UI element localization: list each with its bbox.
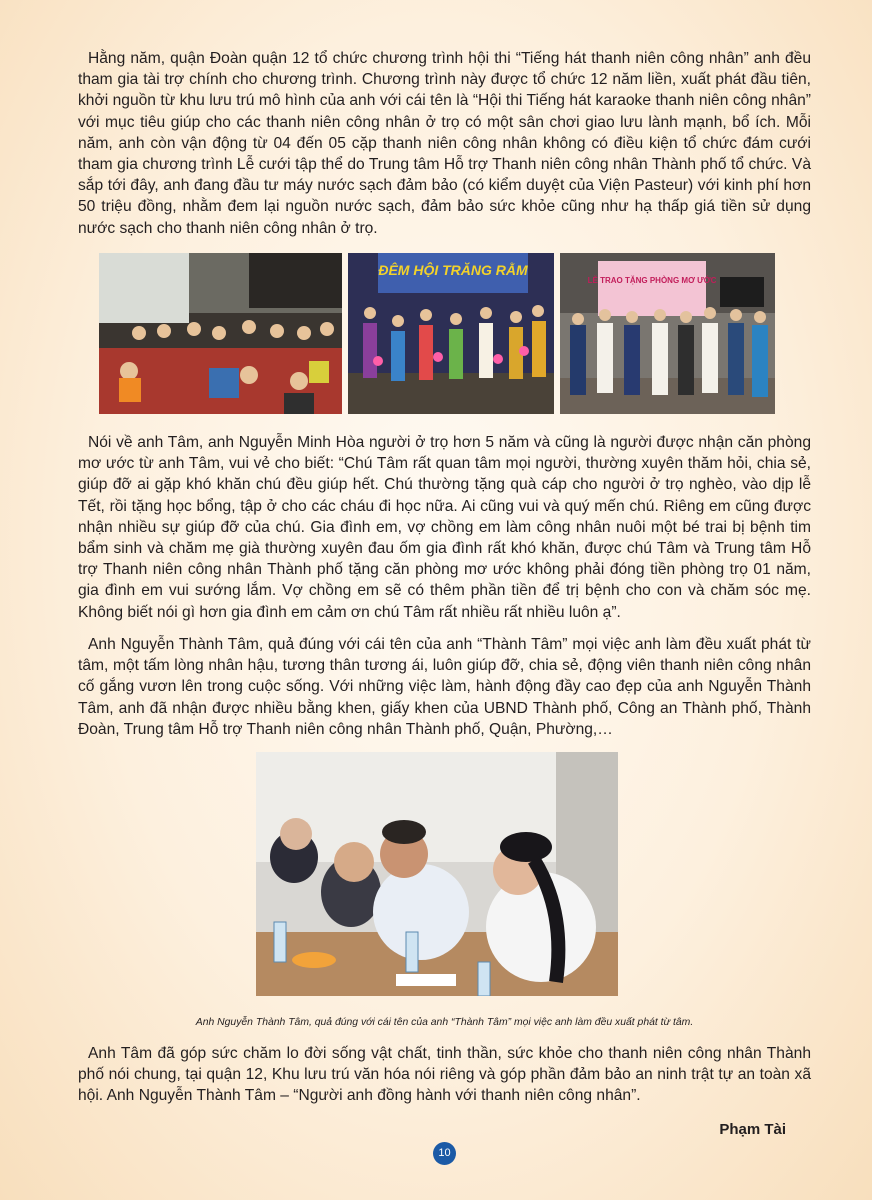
photo-children-gathering <box>99 253 342 414</box>
paragraph-testimonial: Nói về anh Tâm, anh Nguyễn Minh Hòa người ở trọ hơn 5 năm và cũng là người được nhận căn phòng mơ ước từ anh Tâm, vui vẻ cho biết: “Chú Tâm rất quan tâm mọi người, thường xuyên thăm hỏi, chia sẻ, giúp đỡ ai gặp khó khăn chú đều giúp hết. Chú thường tặng quà cáp cho người ở trọ nghèo, vào dịp lễ Tết, rồi tặng học bổng, tập ở cho các cháu đi học nữa. Ai cũng vui và quý mến chú. Riêng em cũng được nhận nhiều sự giúp đỡ của chú. Gia đình em, vợ chồng em làm công nhân nuôi một bé trai bị bệnh tim bẩm sinh và chăm mẹ già thường xuyên đau ốm gia đình rất khó khăn, được chú Tâm và Trung tâm Hỗ trợ Thanh niên công nhân Thành phố tặng căn phòng mơ ước không phải đóng tiền phòng trọ 01 năm, gia đình em vui sướng lắm. Vợ chồng em sẽ có thêm phần tiền để trị bệnh cho con và chăm sóc mẹ. Không biết nói gì hơn gia đình em cảm ơn chú Tâm rất nhiều rất nhiều luôn ạ”. <box>78 434 811 621</box>
paragraph-sponsorship: Hằng năm, quận Đoàn quận 12 tổ chức chương trình hội thi “Tiếng hát thanh niên công nhân” anh đều tham gia tài trợ chính cho chương trình. Chương trình này được tổ chức 12 năm liền, xuất phát đầu tiên, khởi nguồn từ khu lưu trú mô hình của anh với cái tên là “Hội thi Tiếng hát karaoke thanh niên công nhân” với mục tiêu giúp cho các thanh niên công nhân ở trọ có một sân chơi giao lưu lành mạnh, bổ ích. Mỗi năm, anh còn vận động từ 04 đến 05 cặp thanh niên công nhân không có điều kiện tổ chức đám cưới tham gia chương trình Lễ cưới tập thể do Trung tâm Hỗ trợ Thanh niên công nhân Thành phố tổ chức. Và sắp tới đây, anh đang đầu tư máy nước sạch đảm bảo (có kiểm duyệt của Viện Pasteur) với kinh phí hơn 50 triệu đồng, nhằm đem lại nguồn nước sạch, đảm bảo sức khỏe cũng như hạ thấp giá tiền sử dụng nước sạch cho thanh niên công nhân ở trọ. <box>78 50 811 237</box>
photo-mid-autumn-festival <box>348 253 554 414</box>
photo-caption: Anh Nguyễn Thành Tâm, quả đúng với cái tên của anh “Thành Tâm” mọi việc anh làm đều xuất phát từ tâm. <box>195 1017 694 1028</box>
photo-dream-room-ceremony <box>560 253 775 414</box>
banner-text-ceremony: LỄ TRAO TẶNG PHÒNG MƠ ƯỚC <box>587 276 717 285</box>
photo-meeting-table <box>256 752 618 996</box>
paragraph-conclusion: Anh Tâm đã góp sức chăm lo đời sống vật chất, tinh thần, sức khỏe cho thanh niên công nhân Thành phố nói chung, tại quận 12, Khu lưu trú văn hóa nói riêng và góp phần đảm bảo an ninh trật tự an toàn xã hội. Anh Nguyễn Thành Tâm – “Người anh đồng hành với thanh niên công nhân”. <box>78 1045 811 1105</box>
author-name: Phạm Tài <box>719 1121 786 1138</box>
page-number: 10 <box>433 1142 456 1165</box>
paragraph-awards: Anh Nguyễn Thành Tâm, quả đúng với cái tên của anh “Thành Tâm” mọi việc anh làm đều xuất phát từ tâm, một tấm lòng nhân hậu, tương thân tương ái, luôn giúp đỡ, chia sẻ, động viên thanh niên công nhân cố gắng vươn lên trong cuộc sống. Với những việc làm, hành động đầy cao đẹp của anh Nguyễn Thành Tâm, anh đã nhận được nhiều bằng khen, giấy khen của UBND Thành phố, Công an Thành phố, Thành Đoàn, Trung tâm Hỗ trợ Thanh niên công nhân Thành phố, Quận, Phường,… <box>78 636 811 738</box>
banner-text-festival: ĐÊM HỘI TRĂNG RẰM <box>378 262 528 278</box>
